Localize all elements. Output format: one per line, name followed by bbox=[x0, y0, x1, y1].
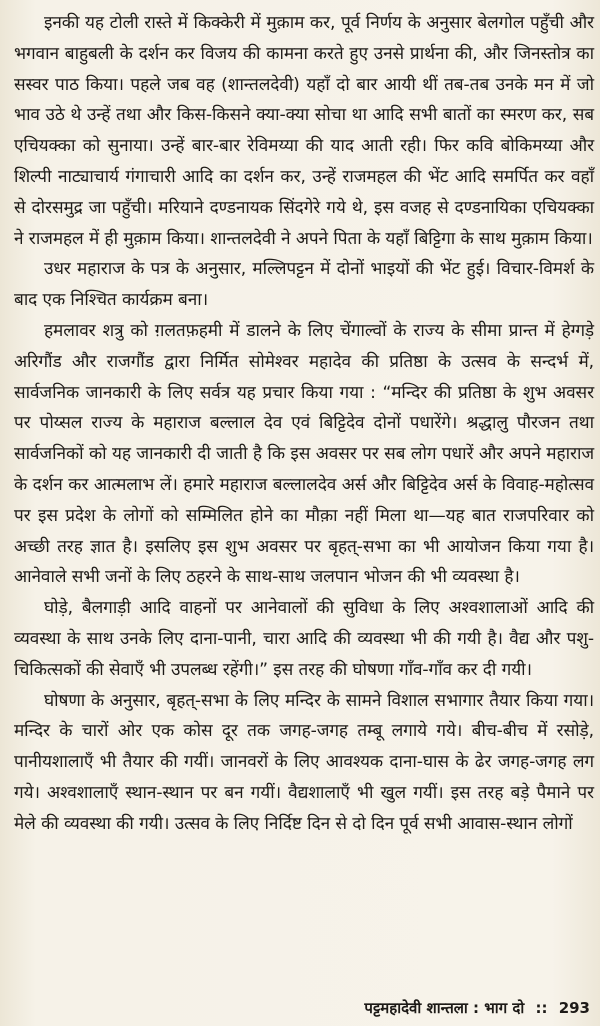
paragraph-3: हमलावर शत्रु को ग़लतफ़हमी में डालने के लिए चेंगाल्वों के राज्य के सीमा प्रान्त में हेग्गड़े अरिगौंड और राजगौंड द्वारा निर्मित सोमेश्वर महादेव की प्रतिष्ठा के उत्सव के सन्दर्भ में, सार्वजनिक जानकारी के लिए सर्वत्र यह प्रचार किया गया : “मन्दिर की प्रतिष्ठा के शुभ अवसर पर पोय्सल राज्य के महाराज बल्लाल देव एवं बिट्टिदेव दोनों पधारेंगे। श्रद्धालु पौरजन तथा सार्वजनिकों को यह जानकारी दी जाती है कि इस अवसर पर सब लोग पधारें और अपने महाराज के दर्शन कर आत्मलाभ लें। हमारे महाराज बल्लालदेव अर्स और बिट्टिदेव अर्स के विवाह-महोत्सव पर इस प्रदेश के लोगों को सम्मिलित होने का मौक़ा नहीं मिला था—यह बात राजपरिवार को अच्छी तरह ज्ञात है। इसलिए इस शुभ अवसर पर बृहत्-सभा का भी आयोजन किया गया है। आनेवाले सभी जनों के लिए ठहरने के साथ-साथ जलपान भोजन की भी व्यवस्था है। bbox=[14, 320, 594, 588]
running-title: पट्टमहादेवी शान्तला : भाग दो bbox=[364, 999, 525, 1017]
paragraph-5: घोषणा के अनुसार, बृहत्-सभा के लिए मन्दिर के सामने विशाल सभागार तैयार किया गया। मन्दिर के चारों ओर एक कोस दूर तक जगह-जगह तम्बू लगाये गये। बीच-बीच में रसोड़े, पानीयशालाएँ भी तैयार की गयीं। जानवरों के लिए आवश्यक दाना-घास के ढेर जगह-जगह लग गये। अश्वशालाएँ स्थान-स्थान पर बन गयीं। वैद्यशालाएँ भी खुल गयीं। इस तरह बड़े पैमाने पर मेले की व्यवस्था की गयी। उत्सव के लिए निर्दिष्ट दिन से दो दिन पूर्व सभी आवास-स्थान लोगों bbox=[14, 690, 594, 834]
paragraph-2: उधर महाराज के पत्र के अनुसार, मल्लिपट्टन में दोनों भाइयों की भेंट हुई। विचार-विमर्श के बाद एक निश्चित कार्यक्रम बना। bbox=[14, 259, 594, 311]
paragraph-4: घोड़े, बैलगाड़ी आदि वाहनों पर आनेवालों की सुविधा के लिए अश्वशालाओं आदि की व्यवस्था के साथ उनके लिए दाना-पानी, चारा आदि की व्यवस्था भी की गयी है। वैद्य और पशु-चिकित्सकों की सेवाएँ भी उपलब्ध रहेंगी।” इस तरह की घोषणा गाँव-गाँव कर दी गयी। bbox=[14, 598, 594, 680]
body-text bbox=[14, 8, 594, 840]
page-footer bbox=[364, 998, 590, 1018]
page-number: 293 bbox=[558, 999, 590, 1017]
paragraph-1: इनकी यह टोली रास्ते में किक्केरी में मुक़ाम कर, पूर्व निर्णय के अनुसार बेलगोल पहुँची और भगवान बाहुबली के दर्शन कर विजय की कामना करते हुए उनसे प्रार्थना की, और जिनस्तोत्र का सस्वर पाठ किया। पहले जब वह (शान्तलदेवी) यहाँ दो बार आयी थीं तब-तब उनके मन में जो भाव उठे थे उन्हें तथा और किस-किसने क्या-क्या सोचा था आदि सभी बातों का स्मरण कर, सब एचियक्का को सुनाया। उन्हें बार-बार रेविमय्या की याद आती रही। फिर कवि बोकिमय्या और शिल्पी नाट्याचार्य गंगाचारी आदि का दर्शन कर, उन्हें राजमहल की भेंट आदि समर्पित कर वहाँ से दोरसमुद्र जा पहुँची। मरियाने दण्डनायक सिंदगेरे गये थे, इस वजह से दण्डनायिका एचियक्का ने राजमहल में ही मुक़ाम किया। शान्तलदेवी ने अपने पिता के यहाँ बिट्टिगा के साथ मुक़ाम किया। bbox=[14, 13, 594, 249]
footer-separator: :: bbox=[535, 999, 548, 1017]
